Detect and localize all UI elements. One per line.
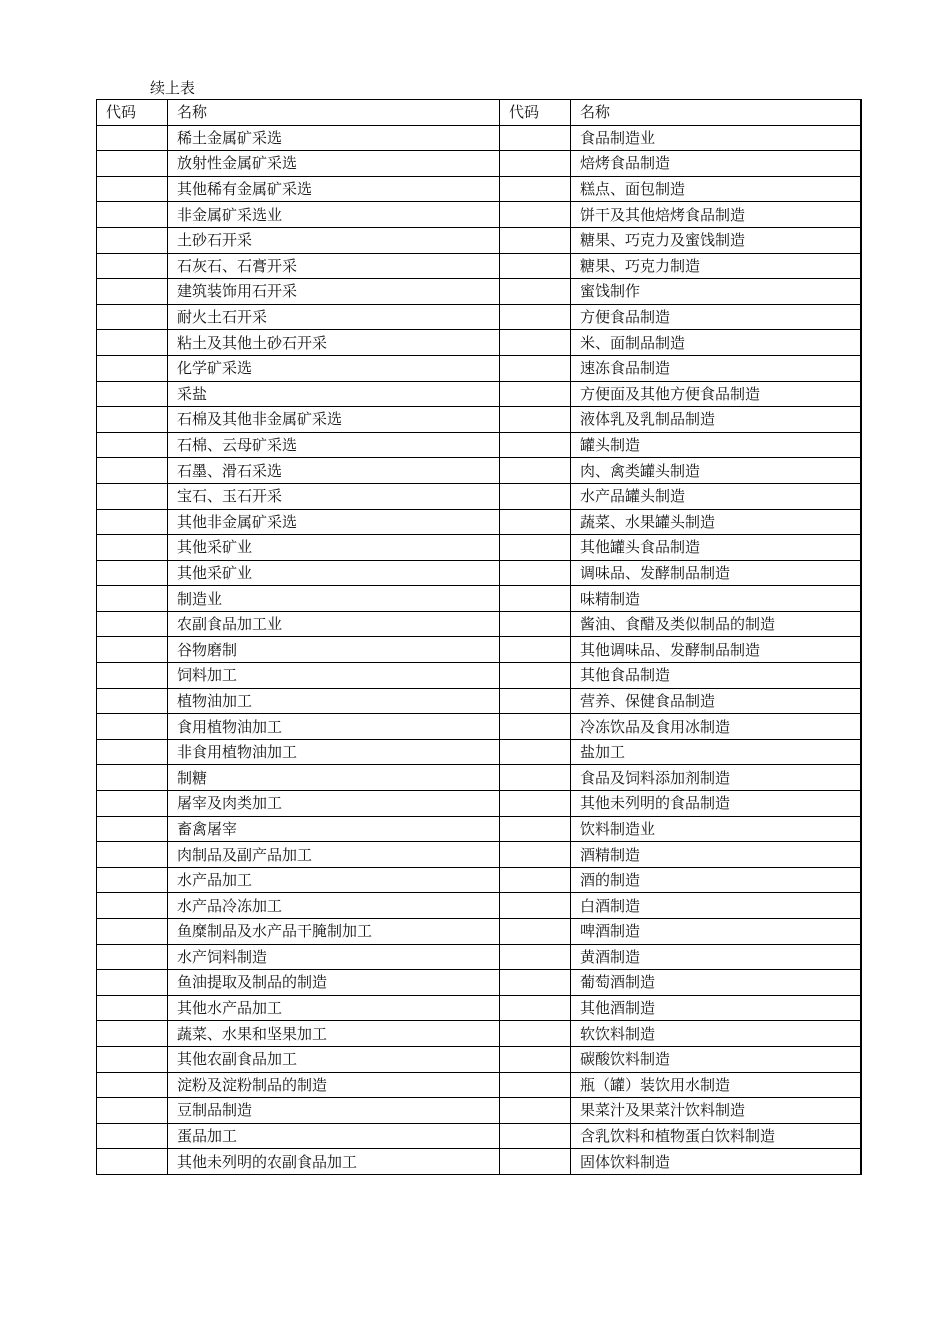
name-cell-right: 冷冻饮品及食用冰制造 bbox=[571, 714, 861, 740]
name-cell-left: 水产品加工 bbox=[168, 867, 500, 893]
table-row bbox=[97, 535, 861, 561]
code-cell-right bbox=[500, 586, 571, 612]
name-cell-right: 蜜饯制作 bbox=[571, 279, 861, 305]
code-cell-right bbox=[500, 151, 571, 177]
name-cell-left: 水产品冷冻加工 bbox=[168, 893, 500, 919]
table-row bbox=[97, 407, 861, 433]
code-cell-right bbox=[500, 483, 571, 509]
code-cell-left bbox=[97, 253, 168, 279]
code-cell-right bbox=[500, 1021, 571, 1047]
name-cell-left: 屠宰及肉类加工 bbox=[168, 791, 500, 817]
name-cell-left: 鱼糜制品及水产品干腌制加工 bbox=[168, 919, 500, 945]
table-row bbox=[97, 842, 861, 868]
name-cell-right: 调味品、发酵制品制造 bbox=[571, 560, 861, 586]
code-cell-left bbox=[97, 637, 168, 663]
table-row bbox=[97, 791, 861, 817]
code-cell-right bbox=[500, 458, 571, 484]
code-cell-right bbox=[500, 176, 571, 202]
code-cell-right bbox=[500, 535, 571, 561]
code-cell-right bbox=[500, 1072, 571, 1098]
name-cell-left: 蛋品加工 bbox=[168, 1123, 500, 1149]
industry-code-table bbox=[96, 99, 862, 1175]
table-row bbox=[97, 637, 861, 663]
table-row bbox=[97, 586, 861, 612]
code-cell-right bbox=[500, 739, 571, 765]
name-cell-right: 饮料制造业 bbox=[571, 816, 861, 842]
table-row bbox=[97, 714, 861, 740]
name-cell-right: 酒的制造 bbox=[571, 867, 861, 893]
name-cell-left: 建筑装饰用石开采 bbox=[168, 279, 500, 305]
table-row bbox=[97, 765, 861, 791]
table-row bbox=[97, 1046, 861, 1072]
name-cell-left: 肉制品及副产品加工 bbox=[168, 842, 500, 868]
code-cell-left bbox=[97, 944, 168, 970]
code-cell-right bbox=[500, 637, 571, 663]
table-row bbox=[97, 663, 861, 689]
header-name-right: 名称 bbox=[571, 100, 861, 126]
name-cell-left: 其他水产品加工 bbox=[168, 995, 500, 1021]
table-row bbox=[97, 279, 861, 305]
code-cell-left bbox=[97, 535, 168, 561]
name-cell-left: 耐火土石开采 bbox=[168, 304, 500, 330]
name-cell-right: 液体乳及乳制品制造 bbox=[571, 407, 861, 433]
table-row bbox=[97, 483, 861, 509]
name-cell-left: 土砂石开采 bbox=[168, 227, 500, 253]
name-cell-left: 宝石、玉石开采 bbox=[168, 483, 500, 509]
table-row bbox=[97, 330, 861, 356]
code-cell-right bbox=[500, 381, 571, 407]
name-cell-right: 速冻食品制造 bbox=[571, 355, 861, 381]
name-cell-left: 石棉及其他非金属矿采选 bbox=[168, 407, 500, 433]
header-code-right: 代码 bbox=[500, 100, 571, 126]
name-cell-left: 淀粉及淀粉制品的制造 bbox=[168, 1072, 500, 1098]
name-cell-left: 饲料加工 bbox=[168, 663, 500, 689]
code-cell-left bbox=[97, 688, 168, 714]
table-row bbox=[97, 202, 861, 228]
name-cell-right: 其他酒制造 bbox=[571, 995, 861, 1021]
code-cell-right bbox=[500, 842, 571, 868]
code-cell-right bbox=[500, 688, 571, 714]
name-cell-left: 水产饲料制造 bbox=[168, 944, 500, 970]
code-cell-left bbox=[97, 816, 168, 842]
table-caption: 续上表 bbox=[150, 79, 196, 97]
code-cell-left bbox=[97, 304, 168, 330]
name-cell-left: 豆制品制造 bbox=[168, 1098, 500, 1124]
table-row bbox=[97, 151, 861, 177]
table-row bbox=[97, 893, 861, 919]
name-cell-right: 瓶（罐）装饮用水制造 bbox=[571, 1072, 861, 1098]
table-row bbox=[97, 1021, 861, 1047]
code-cell-left bbox=[97, 279, 168, 305]
header-code-left: 代码 bbox=[97, 100, 168, 126]
code-cell-right bbox=[500, 279, 571, 305]
code-cell-left bbox=[97, 202, 168, 228]
table-row bbox=[97, 227, 861, 253]
code-cell-right bbox=[500, 509, 571, 535]
table-row bbox=[97, 1072, 861, 1098]
table-row bbox=[97, 1123, 861, 1149]
code-cell-right bbox=[500, 791, 571, 817]
name-cell-left: 粘土及其他土砂石开采 bbox=[168, 330, 500, 356]
code-cell-left bbox=[97, 970, 168, 996]
code-cell-right bbox=[500, 355, 571, 381]
table-row bbox=[97, 560, 861, 586]
table-header-row bbox=[97, 100, 861, 126]
code-cell-left bbox=[97, 483, 168, 509]
name-cell-left: 其他未列明的农副食品加工 bbox=[168, 1149, 500, 1175]
code-cell-right bbox=[500, 944, 571, 970]
code-cell-left bbox=[97, 458, 168, 484]
name-cell-right: 味精制造 bbox=[571, 586, 861, 612]
name-cell-right: 水产品罐头制造 bbox=[571, 483, 861, 509]
name-cell-right: 食品及饲料添加剂制造 bbox=[571, 765, 861, 791]
code-cell-left bbox=[97, 893, 168, 919]
code-cell-right bbox=[500, 995, 571, 1021]
name-cell-right: 碳酸饮料制造 bbox=[571, 1046, 861, 1072]
code-cell-right bbox=[500, 893, 571, 919]
table-row bbox=[97, 995, 861, 1021]
name-cell-left: 食用植物油加工 bbox=[168, 714, 500, 740]
name-cell-left: 化学矿采选 bbox=[168, 355, 500, 381]
name-cell-left: 农副食品加工业 bbox=[168, 611, 500, 637]
name-cell-right: 啤酒制造 bbox=[571, 919, 861, 945]
name-cell-right: 软饮料制造 bbox=[571, 1021, 861, 1047]
name-cell-left: 石棉、云母矿采选 bbox=[168, 432, 500, 458]
name-cell-right: 方便食品制造 bbox=[571, 304, 861, 330]
code-cell-right bbox=[500, 816, 571, 842]
code-cell-right bbox=[500, 970, 571, 996]
name-cell-right: 其他调味品、发酵制品制造 bbox=[571, 637, 861, 663]
name-cell-right: 糕点、面包制造 bbox=[571, 176, 861, 202]
code-cell-left bbox=[97, 842, 168, 868]
name-cell-left: 谷物磨制 bbox=[168, 637, 500, 663]
code-cell-left bbox=[97, 1021, 168, 1047]
name-cell-right: 营养、保健食品制造 bbox=[571, 688, 861, 714]
code-cell-left bbox=[97, 432, 168, 458]
code-cell-left bbox=[97, 125, 168, 151]
name-cell-left: 鱼油提取及制品的制造 bbox=[168, 970, 500, 996]
name-cell-left: 其他农副食品加工 bbox=[168, 1046, 500, 1072]
code-cell-right bbox=[500, 304, 571, 330]
name-cell-left: 非食用植物油加工 bbox=[168, 739, 500, 765]
code-cell-left bbox=[97, 227, 168, 253]
code-cell-right bbox=[500, 330, 571, 356]
table-body bbox=[97, 125, 861, 1174]
name-cell-right: 固体饮料制造 bbox=[571, 1149, 861, 1175]
header-name-left: 名称 bbox=[168, 100, 500, 126]
name-cell-right: 盐加工 bbox=[571, 739, 861, 765]
table-row bbox=[97, 355, 861, 381]
code-cell-left bbox=[97, 791, 168, 817]
name-cell-left: 畜禽屠宰 bbox=[168, 816, 500, 842]
code-cell-right bbox=[500, 560, 571, 586]
code-cell-right bbox=[500, 611, 571, 637]
code-cell-right bbox=[500, 432, 571, 458]
table-row bbox=[97, 253, 861, 279]
code-cell-right bbox=[500, 714, 571, 740]
table-row bbox=[97, 739, 861, 765]
name-cell-right: 糖果、巧克力及蜜饯制造 bbox=[571, 227, 861, 253]
name-cell-right: 糖果、巧克力制造 bbox=[571, 253, 861, 279]
table-row bbox=[97, 381, 861, 407]
name-cell-left: 蔬菜、水果和坚果加工 bbox=[168, 1021, 500, 1047]
code-cell-right bbox=[500, 1046, 571, 1072]
code-cell-left bbox=[97, 1072, 168, 1098]
name-cell-right: 罐头制造 bbox=[571, 432, 861, 458]
name-cell-right: 含乳饮料和植物蛋白饮料制造 bbox=[571, 1123, 861, 1149]
name-cell-left: 制造业 bbox=[168, 586, 500, 612]
name-cell-right: 饼干及其他焙烤食品制造 bbox=[571, 202, 861, 228]
name-cell-left: 其他采矿业 bbox=[168, 560, 500, 586]
name-cell-right: 白酒制造 bbox=[571, 893, 861, 919]
code-cell-left bbox=[97, 611, 168, 637]
name-cell-right: 黄酒制造 bbox=[571, 944, 861, 970]
code-cell-left bbox=[97, 663, 168, 689]
code-cell-left bbox=[97, 560, 168, 586]
table-row bbox=[97, 509, 861, 535]
name-cell-right: 酱油、食醋及类似制品的制造 bbox=[571, 611, 861, 637]
name-cell-left: 植物油加工 bbox=[168, 688, 500, 714]
code-cell-left bbox=[97, 1149, 168, 1175]
name-cell-right: 米、面制品制造 bbox=[571, 330, 861, 356]
code-cell-right bbox=[500, 1098, 571, 1124]
code-cell-right bbox=[500, 125, 571, 151]
name-cell-right: 果菜汁及果菜汁饮料制造 bbox=[571, 1098, 861, 1124]
code-cell-left bbox=[97, 1046, 168, 1072]
code-cell-left bbox=[97, 330, 168, 356]
table-row bbox=[97, 611, 861, 637]
code-cell-left bbox=[97, 919, 168, 945]
name-cell-right: 酒精制造 bbox=[571, 842, 861, 868]
code-cell-left bbox=[97, 867, 168, 893]
code-cell-right bbox=[500, 1123, 571, 1149]
table-row bbox=[97, 970, 861, 996]
name-cell-right: 焙烤食品制造 bbox=[571, 151, 861, 177]
name-cell-left: 其他非金属矿采选 bbox=[168, 509, 500, 535]
name-cell-right: 食品制造业 bbox=[571, 125, 861, 151]
code-cell-left bbox=[97, 176, 168, 202]
code-cell-left bbox=[97, 381, 168, 407]
code-cell-right bbox=[500, 663, 571, 689]
name-cell-right: 其他未列明的食品制造 bbox=[571, 791, 861, 817]
name-cell-left: 其他采矿业 bbox=[168, 535, 500, 561]
name-cell-right: 其他罐头食品制造 bbox=[571, 535, 861, 561]
code-cell-left bbox=[97, 1123, 168, 1149]
code-cell-left bbox=[97, 407, 168, 433]
name-cell-right: 方便面及其他方便食品制造 bbox=[571, 381, 861, 407]
code-cell-right bbox=[500, 253, 571, 279]
name-cell-left: 放射性金属矿采选 bbox=[168, 151, 500, 177]
name-cell-left: 稀土金属矿采选 bbox=[168, 125, 500, 151]
code-cell-right bbox=[500, 202, 571, 228]
table-row bbox=[97, 176, 861, 202]
code-cell-right bbox=[500, 765, 571, 791]
name-cell-right: 其他食品制造 bbox=[571, 663, 861, 689]
code-cell-right bbox=[500, 867, 571, 893]
table-row bbox=[97, 867, 861, 893]
name-cell-left: 制糖 bbox=[168, 765, 500, 791]
table-row bbox=[97, 919, 861, 945]
code-cell-left bbox=[97, 1098, 168, 1124]
table-row bbox=[97, 1098, 861, 1124]
name-cell-right: 蔬菜、水果罐头制造 bbox=[571, 509, 861, 535]
table-row bbox=[97, 816, 861, 842]
table-row bbox=[97, 944, 861, 970]
code-cell-left bbox=[97, 714, 168, 740]
name-cell-left: 非金属矿采选业 bbox=[168, 202, 500, 228]
table-row bbox=[97, 304, 861, 330]
code-cell-right bbox=[500, 227, 571, 253]
name-cell-left: 石墨、滑石采选 bbox=[168, 458, 500, 484]
code-cell-left bbox=[97, 355, 168, 381]
code-cell-left bbox=[97, 739, 168, 765]
name-cell-right: 葡萄酒制造 bbox=[571, 970, 861, 996]
code-cell-right bbox=[500, 919, 571, 945]
table-row bbox=[97, 458, 861, 484]
code-cell-left bbox=[97, 765, 168, 791]
code-cell-left bbox=[97, 509, 168, 535]
table-row bbox=[97, 432, 861, 458]
code-cell-left bbox=[97, 151, 168, 177]
name-cell-right: 肉、禽类罐头制造 bbox=[571, 458, 861, 484]
code-cell-right bbox=[500, 1149, 571, 1175]
name-cell-left: 石灰石、石膏开采 bbox=[168, 253, 500, 279]
table-row bbox=[97, 125, 861, 151]
table-row bbox=[97, 688, 861, 714]
name-cell-left: 其他稀有金属矿采选 bbox=[168, 176, 500, 202]
code-cell-right bbox=[500, 407, 571, 433]
code-cell-left bbox=[97, 995, 168, 1021]
name-cell-left: 采盐 bbox=[168, 381, 500, 407]
table-row bbox=[97, 1149, 861, 1175]
code-cell-left bbox=[97, 586, 168, 612]
